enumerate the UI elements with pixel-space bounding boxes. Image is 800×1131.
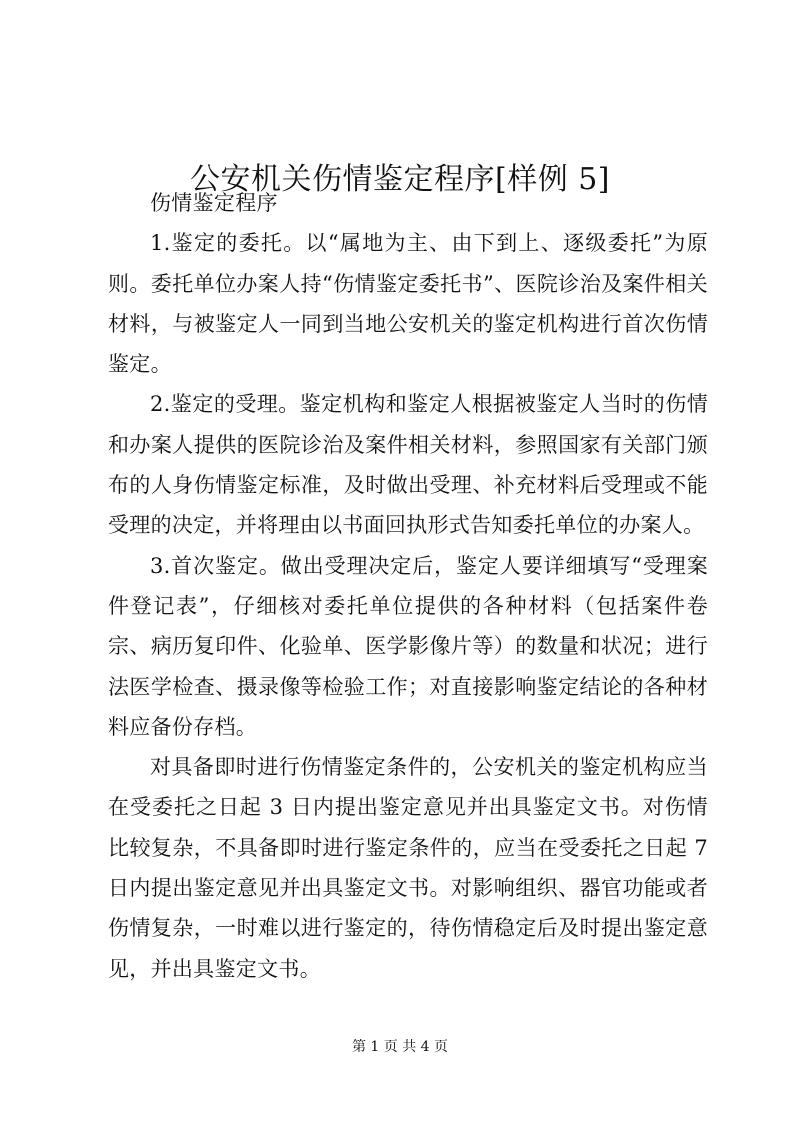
document-body	[108, 183, 708, 989]
paragraph-first-appraisal: 3.首次鉴定。做出受理决定后，鉴定人要详细填写“受理案件登记表”，仔细核对委托单位提供的各种材料（包括案件卷宗、病历复印件、化验单、医学影像片等）的数量和状况；进行法医学检查、摄录像等检验工作；对直接影响鉴定结论的各种材料应备份存档。	[108, 553, 708, 739]
paragraph-acceptance: 2.鉴定的受理。鉴定机构和鉴定人根据被鉴定人当时的伤情和办案人提供的医院诊治及案件相关材料，参照国家有关部门颁布的人身伤情鉴定标准，及时做出受理、补充材料后受理或不能受理的决定，并将理由以书面回执形式告知委托单位的办案人。	[108, 392, 708, 538]
paragraph-time-limits: 对具备即时进行伤情鉴定条件的，公安机关的鉴定机构应当在受委托之日起 3 日内提出鉴定意见并出具鉴定文书。对伤情比较复杂，不具备即时进行鉴定条件的，应当在受委托之日起 7 日内提出鉴定意见并出具鉴定文书。对影响组织、器官功能或者伤情复杂，一时难以进行鉴定的，待伤情稳定后及时提出鉴定意见，并出具鉴定文书。	[108, 755, 708, 981]
page-footer	[0, 1037, 800, 1057]
page-number-label: 第 1 页 共 4 页	[351, 1039, 449, 1055]
document-title: 公安机关伤情鉴定程序[样例 5]	[189, 162, 611, 198]
paragraph-subtitle: 伤情鉴定程序	[150, 191, 278, 215]
paragraph-entrustment: 1.鉴定的委托。以“属地为主、由下到上、逐级委托”为原则。委托单位办案人持“伤情鉴定委托书”、医院诊治及案件相关材料，与被鉴定人一同到当地公安机关的鉴定机构进行首次伤情鉴定。	[108, 231, 708, 377]
